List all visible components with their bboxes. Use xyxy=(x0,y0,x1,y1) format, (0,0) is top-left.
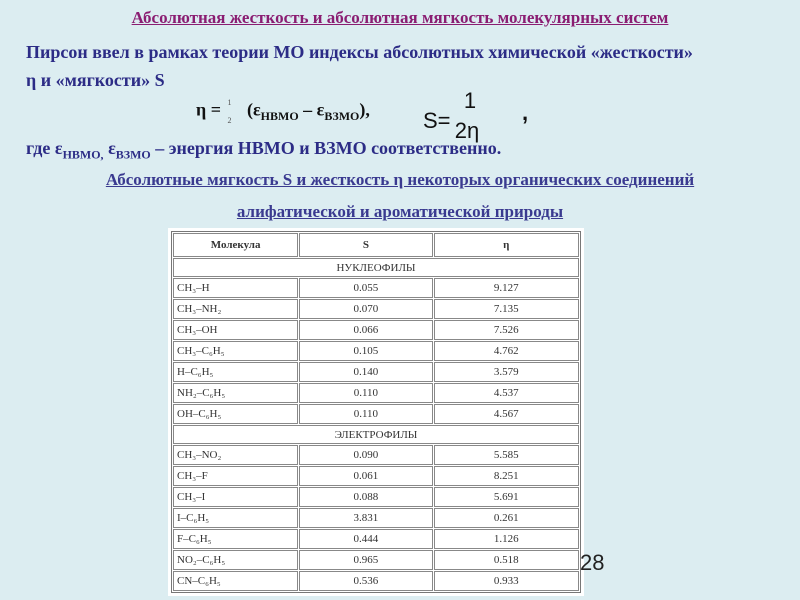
molecule-cell: CN–C₆H₅ xyxy=(173,571,298,591)
eta-value-cell: 4.762 xyxy=(434,341,579,361)
molecule-cell: CH₃–NO₂ xyxy=(173,445,298,465)
s-value-cell: 0.055 xyxy=(299,278,432,298)
softness-hardness-table-container xyxy=(168,228,584,596)
softness-hardness-table xyxy=(171,231,581,593)
table-row xyxy=(173,550,579,570)
header-eta: η xyxy=(434,233,579,257)
table-row xyxy=(173,445,579,465)
s-value-cell: 0.105 xyxy=(299,341,432,361)
slide-title: Абсолютная жесткость и абсолютная мягкость молекулярных систем xyxy=(131,8,669,27)
eta-value-cell: 8.251 xyxy=(434,466,579,486)
molecule-cell: CH₃–I xyxy=(173,487,298,507)
s-value-cell: 0.965 xyxy=(299,550,432,570)
where-line xyxy=(26,138,501,163)
s-value-cell: 0.536 xyxy=(299,571,432,591)
intro-line-2: η и «мягкости» S xyxy=(26,70,165,90)
molecule-cell: H–C₆H₅ xyxy=(173,362,298,382)
table-row xyxy=(173,404,579,424)
formula-minus: – ε xyxy=(298,99,325,120)
header-molecule: Молекула xyxy=(173,233,298,257)
table-row xyxy=(173,320,579,340)
eta-value-cell: 4.537 xyxy=(434,383,579,403)
molecule-cell: NH₂–C₆H₅ xyxy=(173,383,298,403)
molecule-cell: CH₃–OH xyxy=(173,320,298,340)
intro-line-1: Пирсон ввел в рамках теории МО индексы абсолютных химической «жесткости» xyxy=(26,42,693,62)
molecule-cell: OH–C₆H₅ xyxy=(173,404,298,424)
table-caption-line-1: Абсолютные мягкость S и жесткость η некоторых органических соединений xyxy=(105,170,695,189)
eta-value-cell: 5.585 xyxy=(434,445,579,465)
half-numerator: 1 xyxy=(227,98,232,107)
half-denominator: 2 xyxy=(227,116,232,125)
page-number: 28 xyxy=(580,550,605,575)
molecule-cell: NO₂–C₆H₅ xyxy=(173,550,298,570)
group-row xyxy=(173,425,579,444)
header-s: S xyxy=(299,233,432,257)
molecule-cell: CH₃–H xyxy=(173,278,298,298)
eta-value-cell: 7.526 xyxy=(434,320,579,340)
molecule-cell: CH₃–NH₂ xyxy=(173,299,298,319)
softness-denominator: 2η xyxy=(454,118,480,143)
table-row xyxy=(173,383,579,403)
s-value-cell: 0.090 xyxy=(299,445,432,465)
table-row xyxy=(173,341,579,361)
formula-sub-homo: ВЗМО xyxy=(324,109,360,124)
where-rest: – энергия НВМО и ВЗМО соответственно. xyxy=(150,138,502,158)
group-label: ЭЛЕКТРОФИЛЫ xyxy=(173,425,579,444)
formula-comma: , xyxy=(522,100,529,125)
table-row xyxy=(173,466,579,486)
where-sub1: НВМО, xyxy=(62,147,104,162)
eta-value-cell: 0.261 xyxy=(434,508,579,528)
eta-value-cell: 0.518 xyxy=(434,550,579,570)
hardness-formula xyxy=(196,98,370,125)
table-header-row xyxy=(173,233,579,257)
eta-value-cell: 0.933 xyxy=(434,571,579,591)
group-row xyxy=(173,258,579,277)
eta-value-cell: 1.126 xyxy=(434,529,579,549)
table-row xyxy=(173,487,579,507)
where-eps2: ε xyxy=(103,138,116,158)
table-caption-line-2: алифатической и ароматической природы xyxy=(236,202,564,221)
s-value-cell: 0.444 xyxy=(299,529,432,549)
eta-symbol: η = xyxy=(196,99,221,120)
formula-close: ), xyxy=(359,99,370,120)
table-row xyxy=(173,529,579,549)
softness-numerator: 1 xyxy=(463,88,477,113)
formula-sub-lumo: НВМО xyxy=(260,109,299,124)
eta-value-cell: 7.135 xyxy=(434,299,579,319)
s-value-cell: 0.066 xyxy=(299,320,432,340)
formula-open: (ε xyxy=(246,99,261,120)
s-value-cell: 0.070 xyxy=(299,299,432,319)
eta-value-cell: 4.567 xyxy=(434,404,579,424)
table-row xyxy=(173,362,579,382)
molecule-cell: I–C₆H₅ xyxy=(173,508,298,528)
s-value-cell: 0.088 xyxy=(299,487,432,507)
molecule-cell: CH₃–F xyxy=(173,466,298,486)
group-label: НУКЛЕОФИЛЫ xyxy=(173,258,579,277)
table-row xyxy=(173,278,579,298)
s-value-cell: 3.831 xyxy=(299,508,432,528)
where-sub2: ВЗМО xyxy=(115,147,151,162)
softness-s: S= xyxy=(423,108,451,133)
s-value-cell: 0.110 xyxy=(299,383,432,403)
molecule-cell: CH₃–C₆H₅ xyxy=(173,341,298,361)
eta-value-cell: 3.579 xyxy=(434,362,579,382)
where-prefix: где ε xyxy=(26,138,63,158)
table-row xyxy=(173,571,579,591)
table-row xyxy=(173,508,579,528)
eta-value-cell: 9.127 xyxy=(434,278,579,298)
s-value-cell: 0.110 xyxy=(299,404,432,424)
s-value-cell: 0.140 xyxy=(299,362,432,382)
s-value-cell: 0.061 xyxy=(299,466,432,486)
eta-value-cell: 5.691 xyxy=(434,487,579,507)
table-row xyxy=(173,299,579,319)
molecule-cell: F–C₆H₅ xyxy=(173,529,298,549)
